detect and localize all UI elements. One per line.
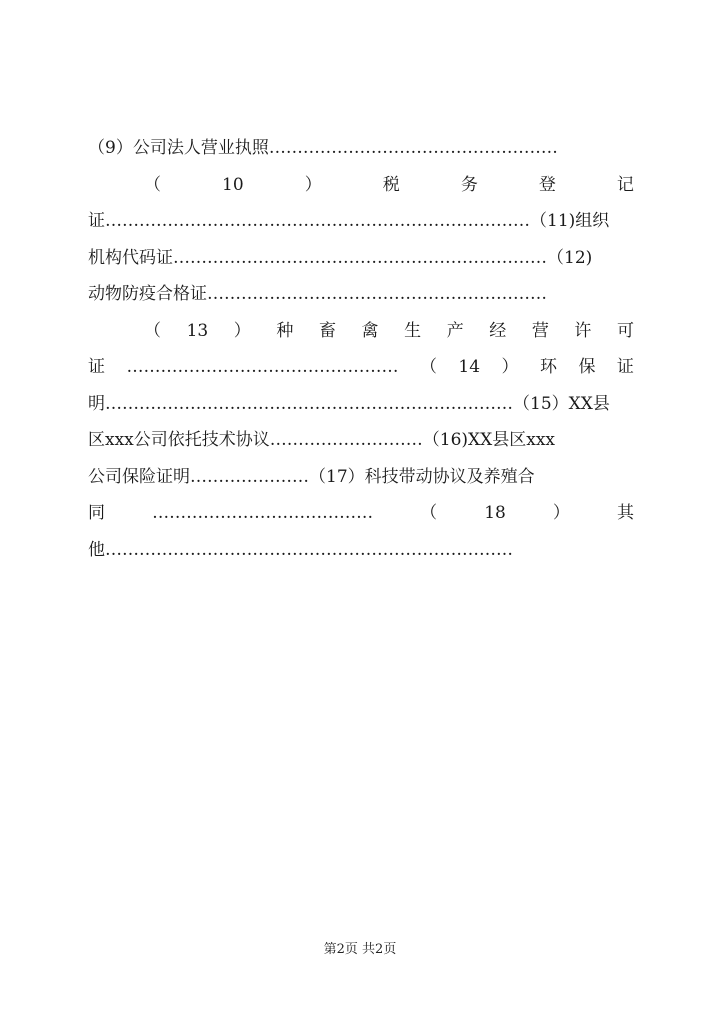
list-item-14 [88,349,634,386]
text-fragment: 环 [539,357,557,377]
text-fragment: （ [144,320,161,341]
text-fragment: 可 [617,320,634,341]
text-fragment: ） [233,320,251,341]
list-item-10-cont: 证…………………………………………………………………（11)组织 [88,211,610,231]
document-body [88,130,634,568]
text-fragment: ） [304,174,322,195]
text-fragment: （ [420,503,438,523]
page-footer: 第2页 共2页 [323,942,397,957]
text-fragment: 营 [531,320,549,341]
text-fragment: 务 [460,174,478,195]
text-fragment: ………………………………… [152,503,374,523]
text-fragment: 同 [88,503,105,523]
text-fragment: 证 [88,357,105,377]
text-fragment: 13 [186,320,209,341]
list-item-10 [88,167,634,204]
list-item-16: 区xxx公司依托技术协议………………………（16)XX县区xxx [88,430,555,450]
text-fragment: 登 [538,174,556,195]
text-fragment: （ [419,357,437,377]
text-fragment: 10 [222,174,244,195]
list-item-18 [88,495,634,532]
list-item-13 [88,313,634,350]
text-fragment: 畜 [318,320,336,341]
text-fragment: 18 [484,503,506,523]
text-fragment: 经 [489,320,507,341]
list-item-9: （9）公司法人营业执照…………………………………………… [88,138,558,158]
text-fragment: 记 [616,174,634,195]
text-fragment: 禽 [361,320,379,341]
list-item-12-cont: 动物防疫合格证…………………………………………………… [88,284,547,304]
text-fragment: 许 [574,320,592,341]
text-fragment: 生 [404,320,422,341]
text-fragment: ） [501,357,519,377]
text-fragment: 税 [382,174,400,195]
text-fragment: 保 [578,357,596,377]
text-fragment: ） [552,503,570,523]
text-fragment: 其 [616,503,634,523]
text-fragment: （ [144,174,161,195]
text-fragment: ………………………………………… [126,357,399,377]
list-item-15: 明………………………………………………………………（15）XX县 [88,393,610,414]
text-fragment: 种 [276,320,294,341]
text-fragment: 证 [616,357,634,377]
list-item-17: 公司保险证明…………………（17）科技带动协议及养殖合 [88,466,535,487]
list-item-11-cont: 机构代码证…………………………………………………………（12) [88,247,593,268]
text-fragment: 14 [458,357,481,377]
text-fragment: 产 [446,320,464,341]
list-item-18-cont: 他……………………………………………………………… [88,539,513,560]
